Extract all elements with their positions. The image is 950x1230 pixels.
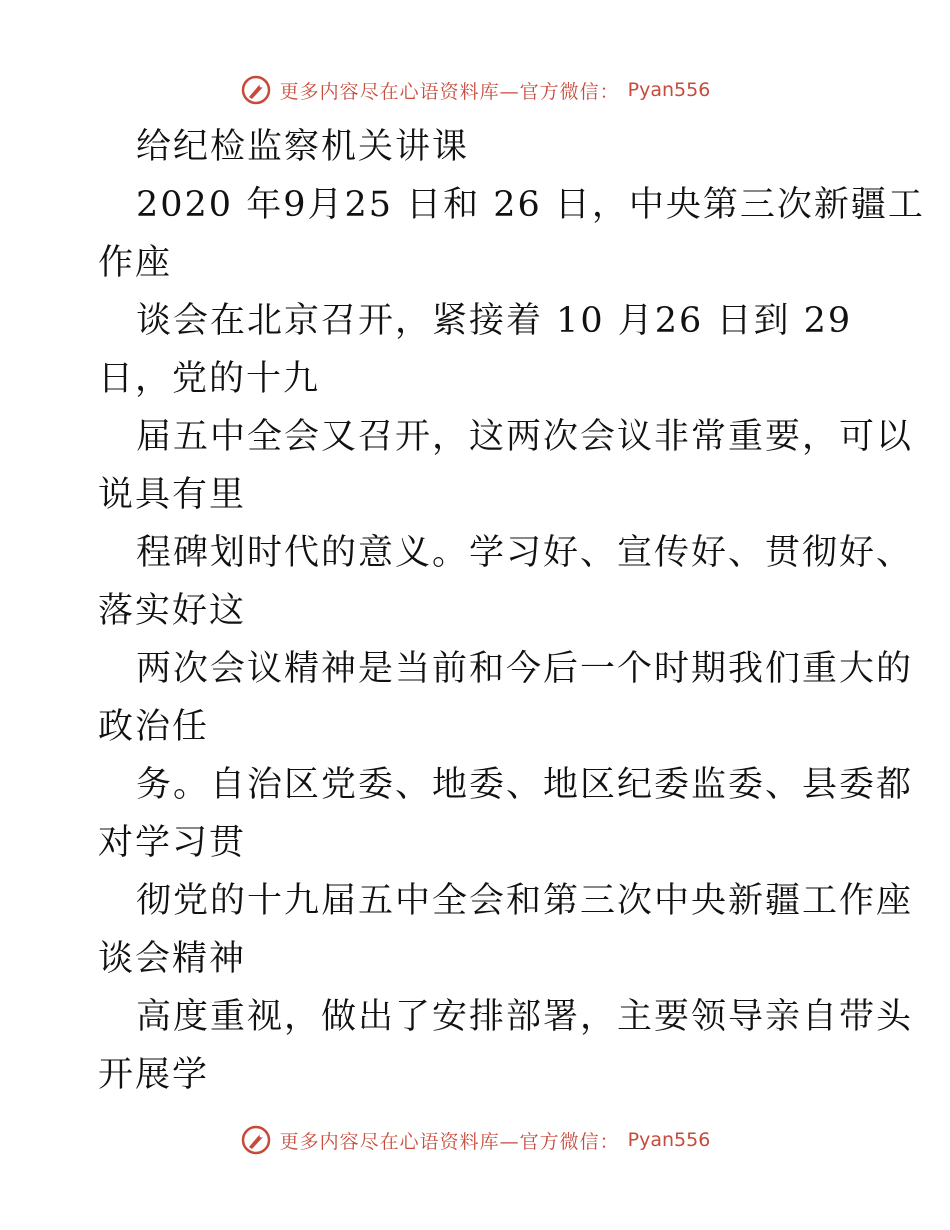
document-title: 给纪检监察机关讲课 <box>136 127 470 167</box>
footer-watermark-banner <box>0 1120 950 1160</box>
paragraph-line: 开展学 <box>98 1055 210 1095</box>
paragraph-line: 说具有里 <box>98 475 247 515</box>
paragraph-line: 谈会精神 <box>98 939 247 979</box>
paragraph-line: 政治任 <box>98 707 210 747</box>
footer-watermark-text: 更多内容尽在心语资料库—官方微信： <box>279 1130 620 1153</box>
footer-wechat-id: Pyan556 <box>627 1129 711 1151</box>
pen-nib-logo-icon <box>240 74 272 106</box>
header-watermark-text: 更多内容尽在心语资料库—官方微信： <box>279 80 620 103</box>
paragraph-line: 日，党的十九 <box>98 359 321 399</box>
paragraph-line: 作座 <box>98 243 173 283</box>
header-wechat-id: Pyan556 <box>627 79 711 101</box>
paragraph-line: 彻党的十九届五中全会和第三次中央新疆工作座 <box>136 881 914 921</box>
paragraph-line: 务。自治区党委、地委、地区纪委监委、县委都 <box>136 765 914 805</box>
pen-nib-logo-icon <box>240 1124 272 1156</box>
paragraph-line: 届五中全会又召开，这两次会议非常重要，可以 <box>136 417 914 457</box>
paragraph-line: 对学习贯 <box>98 823 247 863</box>
paragraph-line: 两次会议精神是当前和今后一个时期我们重大的 <box>136 649 914 689</box>
document-body <box>98 118 925 1104</box>
paragraph-line: 高度重视，做出了安排部署，主要领导亲自带头 <box>136 997 914 1037</box>
header-watermark-banner <box>0 70 950 110</box>
paragraph-line: 谈会在北京召开，紧接着 10 月26 日到 29 <box>136 301 853 341</box>
paragraph-line: 程碑划时代的意义。学习好、宣传好、贯彻好、 <box>136 533 914 573</box>
paragraph-line: 落实好这 <box>98 591 247 631</box>
paragraph-line: 2020 年9月25 日和 26 日，中央第三次新疆工 <box>136 185 925 225</box>
